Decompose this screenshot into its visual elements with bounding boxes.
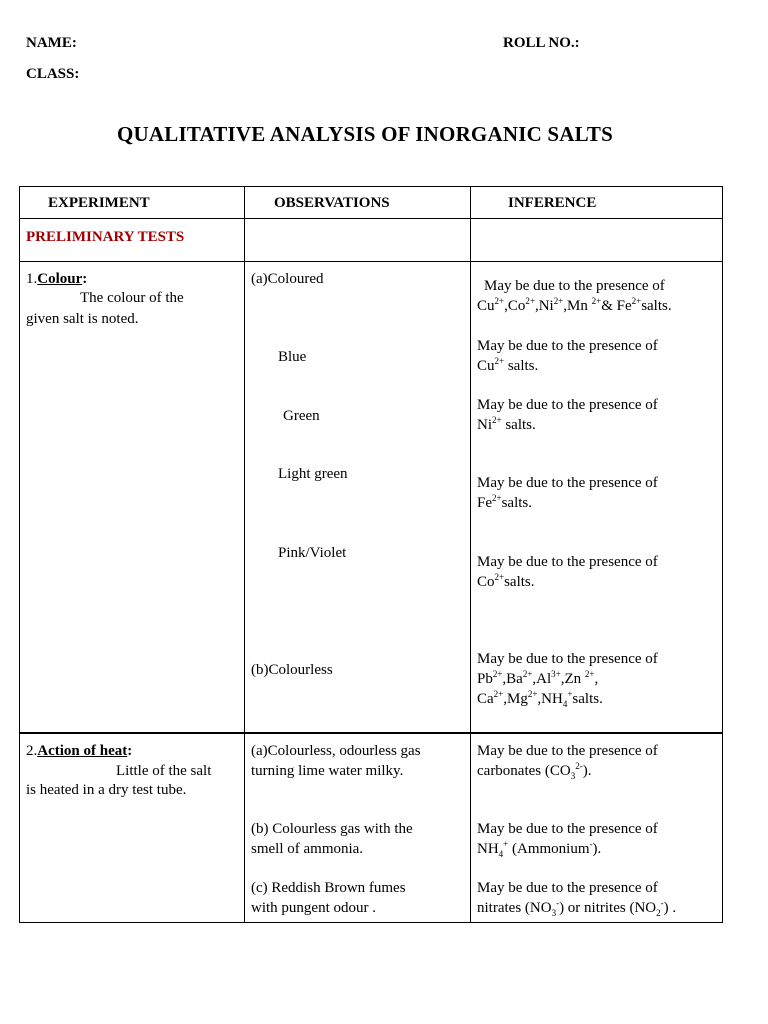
obs-b-line: smell of ammonia. [251,841,364,857]
page-title [0,122,730,147]
analysis-table [19,186,723,923]
roll-no-label: ROLL NO.: [503,35,580,51]
inference-salts: salts. [572,691,603,707]
experiment-action-of-heat [26,741,132,761]
experiment-desc-line: The colour of the [80,290,184,306]
experiment-colon: : [127,743,133,759]
inference-salts: salts. [507,358,539,374]
inference-ions: $Ni^{2+}$ salts. [477,415,536,433]
inference-nitrates: nitrates (NO [477,900,552,916]
experiment-colour [26,269,87,289]
inference-text: May be due to the presence of [477,554,658,570]
obs-coloured: (a)Coloured [251,271,324,287]
table-row-divider [19,732,723,734]
col-header-inference: INFERENCE [508,195,597,211]
table-col-divider-1 [244,186,245,923]
inference-ions: $Fe^{2+}salts$. [477,493,532,511]
inference-ions: carbonates $(CO_3^{2-})$. [477,761,592,781]
inference-salts: salts. [505,417,536,433]
obs-c-line: (c) Reddish Brown fumes [251,880,406,896]
obs-blue: Blue [278,349,307,365]
inference-text: May be due to the presence of [477,338,658,354]
page-title-text: QUALITATIVE ANALYSIS OF INORGANIC SALTS [117,122,613,146]
obs-colourless: (b)Colourless [251,662,333,678]
obs-b-line: (b) Colourless gas with the [251,821,413,837]
obs-a-line: (a)Colourless, odourless gas [251,743,421,759]
inference-text: May be due to the presence of [484,278,665,294]
experiment-desc-line: is heated in a dry test tube. [26,782,187,798]
inference-ions: $NH_4^+$ (Ammonium-). [477,839,602,859]
table-section-divider [19,261,723,262]
table-border-bottom [19,922,723,923]
experiment-number: 2. [26,743,38,759]
inference-ions: $Pb^{2+},Ba^{2+},Al^{3+},Zn$ $^{2+}$, [477,669,599,687]
obs-c-line: with pungent odour . [251,900,376,916]
class-label: CLASS: [26,66,80,82]
obs-light-green: Light green [278,466,348,482]
experiment-heading: Colour [37,271,83,287]
inference-text: May be due to the presence of [477,821,658,837]
col-header-experiment: EXPERIMENT [48,195,150,211]
inference-ions: nitrates $(NO_3^-)$ or nitrites $(NO_2^-)$ . [477,898,677,918]
inference-ions: $Cu^{2+},Co^{2+},Ni^{2+},Mn$ $^{2+}$& $Fe^{2+}salts$. [477,296,672,314]
inference-text: May be due to the presence of [477,475,658,491]
inference-text: May be due to the presence of [477,880,658,896]
inference-ions: $Co^{2+}salts$. [477,572,535,590]
name-label: NAME: [26,35,77,51]
inference-text: May be due to the presence of [477,397,658,413]
table-border-top [19,186,723,187]
inference-salts: salts. [641,298,672,314]
inference-ions: $Cu^{2+}$ salts. [477,356,539,374]
experiment-heading: Action of heat [37,743,128,759]
inference-ammonium: (Ammonium [512,841,590,857]
experiment-desc-line: given salt is noted. [26,311,139,327]
obs-pink-violet: Pink/Violet [278,545,347,561]
inference-carbonates: carbonates (CO [477,763,571,779]
inference-salts: salts. [504,574,535,590]
table-header-divider [19,218,723,219]
section-preliminary-tests: PRELIMINARY TESTS [26,229,185,245]
inference-salts: salts. [501,495,532,511]
inference-ions: $Ca^{2+},Mg^{2+},NH_4^+salts$. [477,689,603,709]
table-border-left [19,186,20,923]
experiment-desc-line: Little of the salt [116,763,212,779]
table-border-right [722,186,723,923]
experiment-number: 1. [26,271,38,287]
inference-or-nitrites: ) or nitrites (NO [559,900,657,916]
inference-text: May be due to the presence of [477,743,658,759]
experiment-colon: : [82,271,88,287]
inference-text: May be due to the presence of [477,651,658,667]
table-col-divider-2 [470,186,471,923]
col-header-observations: OBSERVATIONS [274,195,390,211]
obs-green: Green [283,408,320,424]
obs-a-line: turning lime water milky. [251,763,404,779]
